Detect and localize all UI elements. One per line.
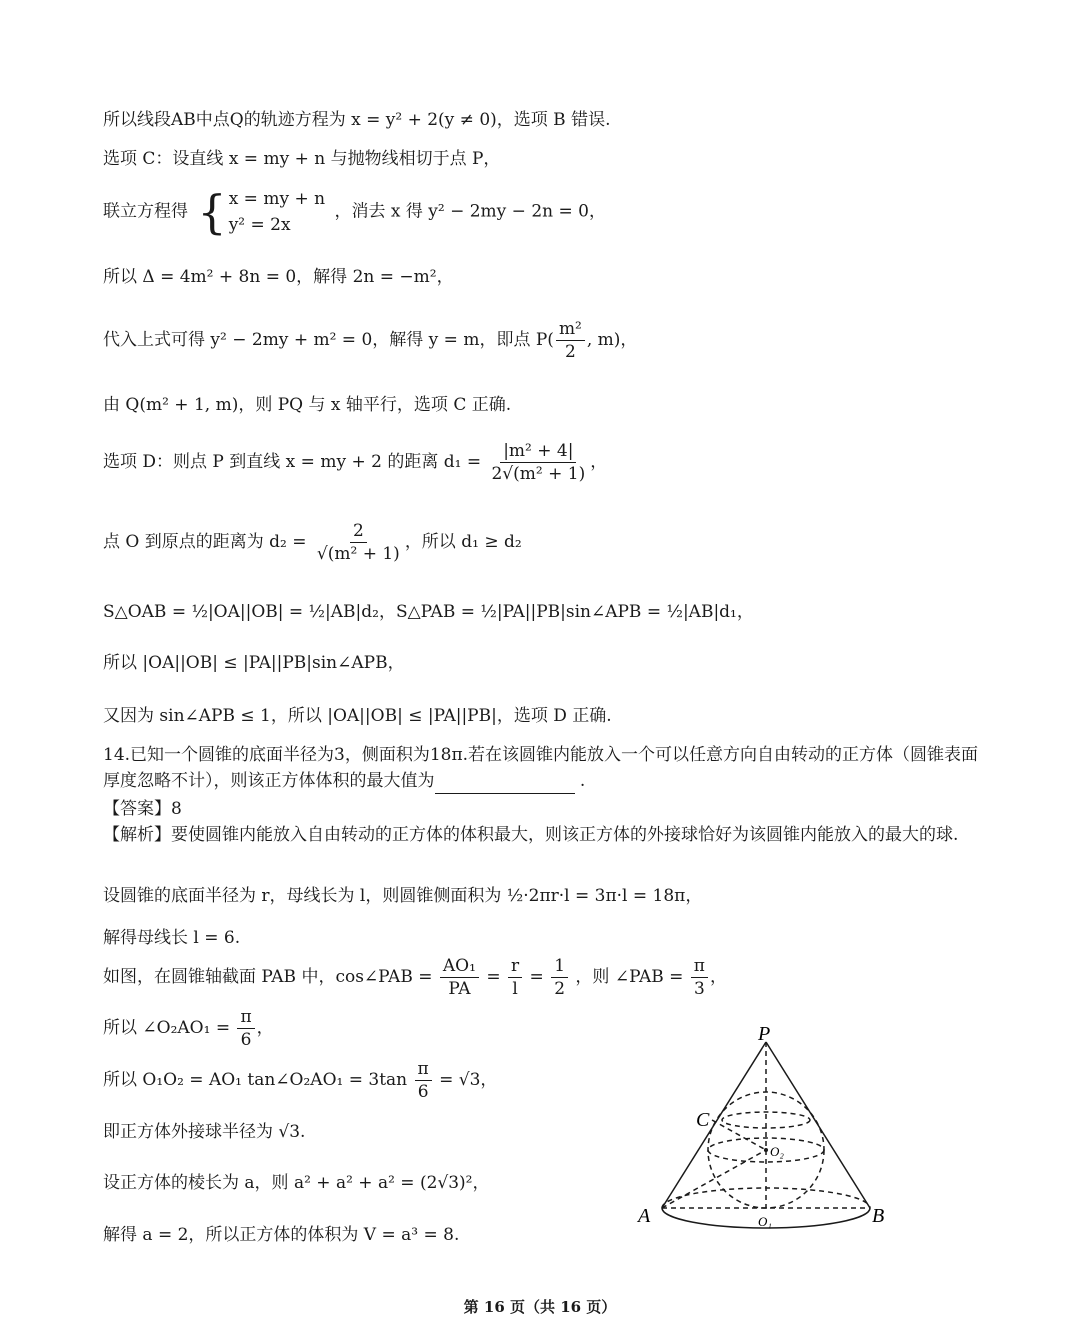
fraction-numerator: |m² + 4|	[500, 440, 576, 463]
fraction-r-over-l	[508, 955, 522, 1000]
fraction-numerator: AO₁	[440, 955, 479, 978]
line5-prefix: 代入上式可得 y² − 2my + m² = 0，解得 y = m，即点 P(	[103, 330, 554, 350]
text-line-7	[103, 440, 607, 485]
question-end: .	[579, 771, 586, 791]
fraction-distance-d2	[314, 520, 403, 565]
fraction-denominator: 2	[564, 342, 576, 362]
segment-a-o2	[662, 1150, 766, 1208]
fraction-pi-over-6	[415, 1058, 432, 1103]
system-equation-2: y² = 2x	[228, 215, 291, 235]
fraction-numerator: r	[508, 955, 522, 978]
text-line-2: 选项 C：设直线 x = my + n 与抛物线相切于点 P，	[103, 149, 501, 169]
fraction-numerator: π	[237, 1006, 254, 1029]
text-line-8	[103, 520, 522, 565]
answer-blank	[435, 775, 575, 794]
fraction-numerator: m²	[556, 318, 585, 341]
analysis-paragraph: 【解析】要使圆锥内能放入自由转动的正方体的体积最大，则该正方体的外接球恰好为该圆锥内能放入的最大的球.	[103, 825, 959, 845]
segment-c-o2	[712, 1120, 766, 1150]
text-line-6: 由 Q(m² + 1, m)，则 PQ 与 x 轴平行，选项 C 正确.	[103, 395, 512, 415]
label-c: C	[696, 1109, 710, 1131]
step-line-7: 设正方体的棱长为 a，则 a² + a² + a² = (2√3)²，	[103, 1173, 490, 1193]
step-line-5	[103, 1058, 497, 1103]
line5-suffix: , m)，	[586, 330, 638, 350]
fraction-denominator: 6	[417, 1082, 429, 1102]
answer-line: 【答案】8	[103, 799, 182, 819]
step-line-8: 解得 a = 2，所以正方体的体积为 V = a³ = 8.	[103, 1225, 460, 1245]
page-footer: 第 16 页（共 16 页）	[463, 1298, 617, 1316]
fraction-numerator: 2	[350, 520, 367, 543]
system-equation-1: x = my + n	[228, 189, 326, 209]
fraction-m2-over-2	[556, 318, 585, 363]
step-line-2: 解得母线长 l = 6.	[103, 928, 241, 948]
step3-middle: ，则 ∠PAB =	[575, 967, 684, 987]
cone-figure	[630, 1020, 900, 1235]
fraction-numerator: 1	[551, 955, 568, 978]
step-line-6: 即正方体外接球半径为 √3.	[103, 1122, 306, 1142]
label-p: P	[758, 1023, 771, 1045]
text-line-1: 所以线段AB中点Q的轨迹方程为 x = y² + 2(y ≠ 0)，选项 B 错误.	[103, 110, 611, 130]
center-o2-point	[764, 1148, 768, 1152]
step5-prefix: 所以 O₁O₂ = AO₁ tan∠O₂AO₁ = 3tan	[103, 1070, 408, 1090]
fraction-one-half	[551, 955, 568, 1000]
text-line-11: 又因为 sin∠APB ≤ 1，所以 |OA||OB| ≤ |PA||PB|，选项 D 正确.	[103, 706, 612, 726]
equals-sign: =	[529, 967, 544, 987]
text-line-9: S△OAB = ½|OA||OB| = ½|AB|d₂，S△PAB = ½|PA||PB|sin∠APB = ½|AB|d₁，	[103, 602, 754, 622]
text-line-10: 所以 |OA||OB| ≤ |PA||PB|sin∠APB，	[103, 653, 405, 673]
fraction-ao1-over-pa	[440, 955, 479, 1000]
fraction-pi-over-6	[237, 1006, 254, 1051]
fraction-denominator: 6	[240, 1030, 252, 1050]
label-a: A	[638, 1205, 651, 1227]
text-line-4: 所以 Δ = 4m² + 8n = 0，解得 2n = −m²，	[103, 267, 454, 287]
fraction-denominator: 2√(m² + 1)	[491, 464, 586, 484]
fraction-pi-over-3	[691, 955, 708, 1000]
fraction-distance-d1	[488, 440, 588, 485]
question-text: 14.已知一个圆锥的底面半径为3，侧面积为18π.若在该圆锥内能放入一个可以任意方向自由转动的正方体（圆锥表面厚度忽略不计），则该正方体体积的最大值为	[103, 745, 979, 791]
step4-prefix: 所以 ∠O₂AO₁ =	[103, 1018, 231, 1038]
line3-prefix: 联立方程得	[103, 201, 188, 222]
line7-suffix: ，	[590, 452, 608, 472]
fraction-denominator: 2	[554, 979, 566, 999]
label-o2: O₂	[770, 1144, 784, 1159]
line8-prefix: 点 O 到原点的距离为 d₂ =	[103, 532, 307, 552]
step4-suffix: ，	[256, 1018, 274, 1038]
label-o1: O₁	[758, 1214, 772, 1229]
question-14	[103, 742, 983, 794]
equation-system	[197, 186, 325, 238]
fraction-denominator: PA	[448, 979, 471, 999]
text-line-5	[103, 318, 637, 363]
step-line-1: 设圆锥的底面半径为 r，母线长为 l，则圆锥侧面积为 ½·2πr·l = 3π·l = 18π，	[103, 886, 703, 906]
fraction-denominator: l	[512, 979, 518, 999]
line8-suffix: ，所以 d₁ ≥ d₂	[404, 532, 522, 552]
step3-suffix: ，	[709, 967, 727, 987]
equals-sign: =	[486, 967, 501, 987]
step5-suffix: = √3，	[439, 1070, 498, 1090]
step-line-4	[103, 1006, 274, 1051]
step3-prefix: 如图，在圆锥轴截面 PAB 中，cos∠PAB =	[103, 967, 433, 987]
text-line-3	[103, 186, 606, 238]
fraction-numerator: π	[691, 955, 708, 978]
step-line-3	[103, 955, 727, 1000]
fraction-numerator: π	[415, 1058, 432, 1081]
line3-suffix: ，消去 x 得 y² − 2my − 2n = 0，	[334, 201, 606, 222]
label-b: B	[872, 1205, 885, 1227]
brace-symbol: {	[197, 185, 227, 239]
fraction-denominator: 3	[693, 979, 705, 999]
line7-prefix: 选项 D：则点 P 到直线 x = my + 2 的距离 d₁ =	[103, 452, 482, 472]
fraction-denominator: √(m² + 1)	[316, 544, 400, 564]
